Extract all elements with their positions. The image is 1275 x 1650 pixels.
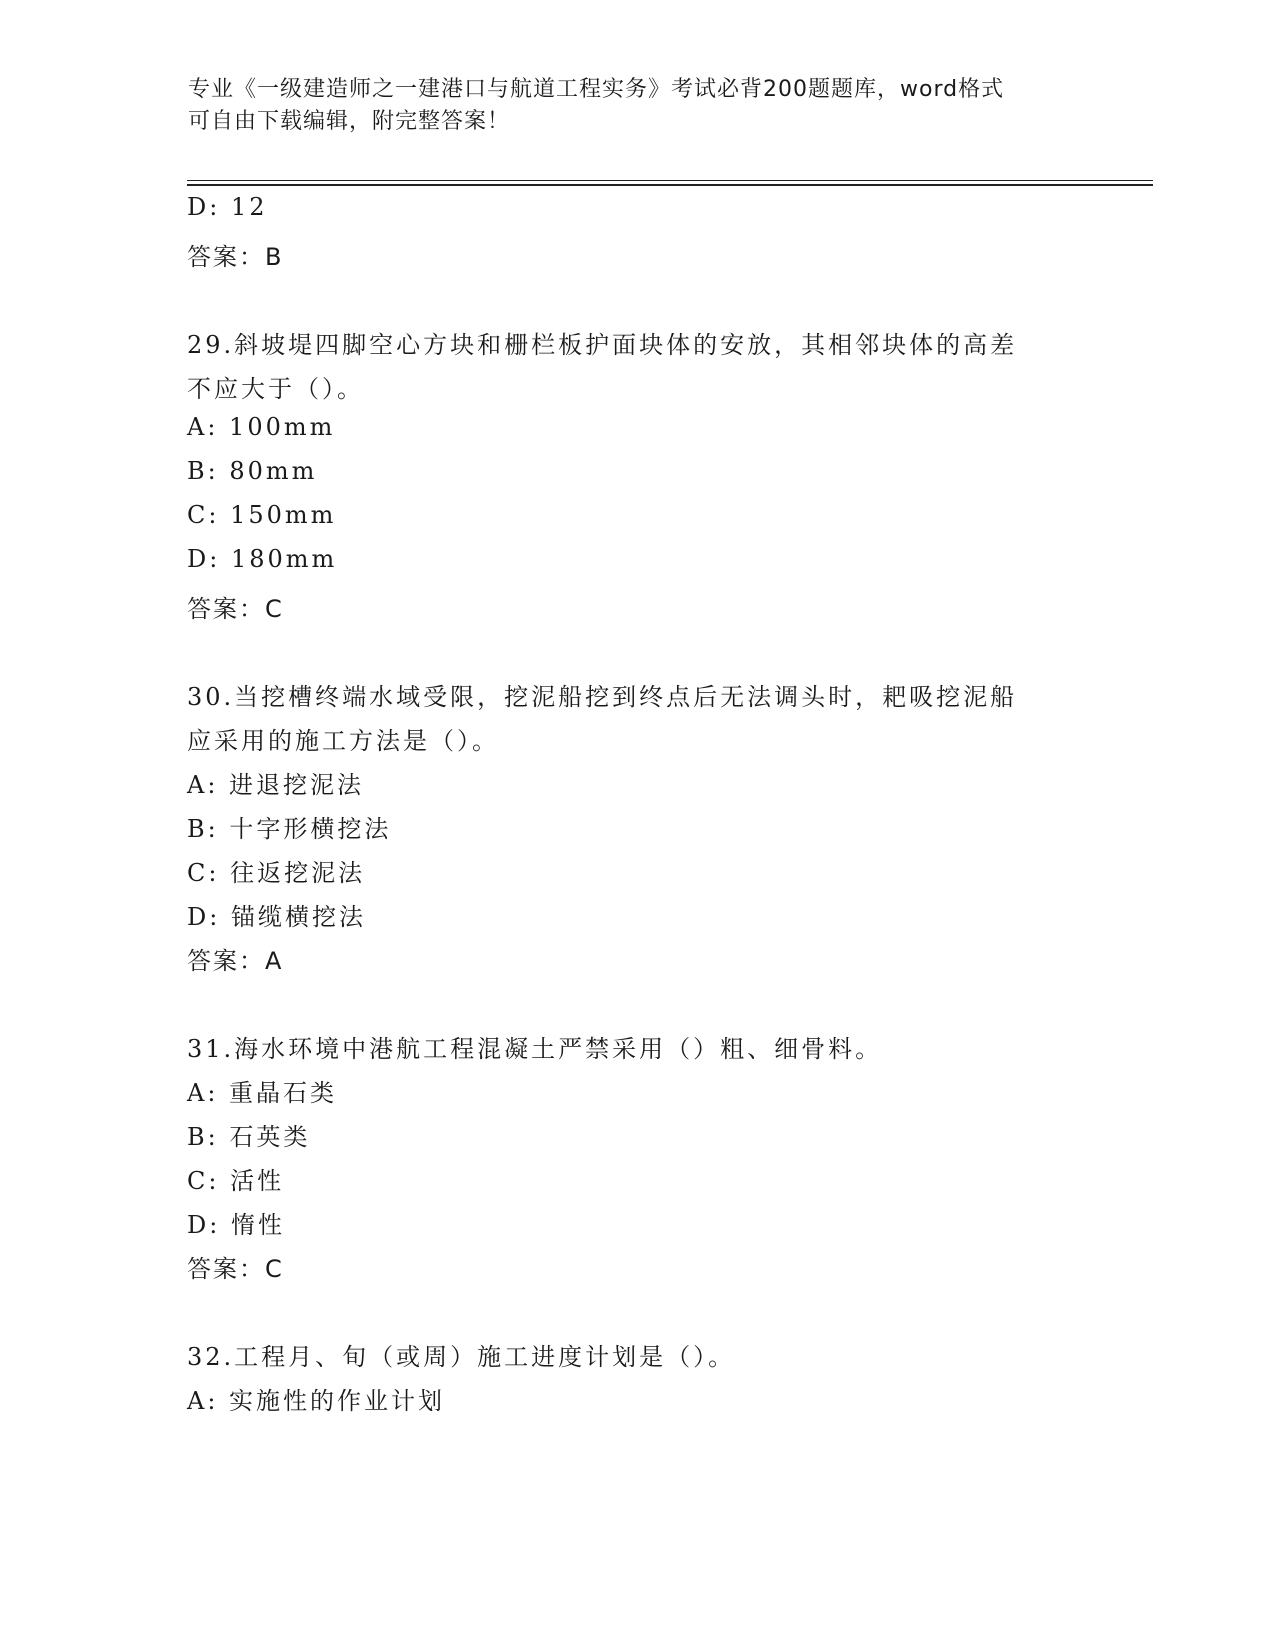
q32-option-a: A: 实施性的作业计划: [187, 1387, 446, 1415]
answer-value: C: [265, 1255, 283, 1283]
q31-option-c: C: 活性: [187, 1167, 285, 1195]
document-header: [188, 74, 1078, 138]
q29-option-d: D: 180mm: [187, 545, 338, 573]
q28-option-d: D: 12: [187, 193, 268, 221]
answer-value: A: [265, 947, 283, 975]
q30-option-a: A: 进退挖泥法: [187, 771, 365, 799]
header-divider-thick: [187, 184, 1153, 186]
answer-label: 答案：: [187, 595, 265, 623]
q30-stem-line2: 应采用的施工方法是（）。: [187, 727, 499, 755]
q30-option-b: B: 十字形横挖法: [187, 815, 392, 843]
q29-option-a: A: 100mm: [187, 413, 336, 441]
q31-answer: [187, 1249, 283, 1284]
header-divider-thin: [187, 180, 1153, 181]
q30-option-d: D: 锚缆横挖法: [187, 903, 366, 931]
q29-stem-line2: 不应大于（）。: [187, 375, 364, 403]
q30-stem-line1: 30.当挖槽终端水域受限，挖泥船挖到终点后无法调头时，耙吸挖泥船: [187, 683, 1018, 711]
answer-label: 答案：: [187, 243, 265, 271]
q29-stem-line1: 29.斜坡堤四脚空心方块和栅栏板护面块体的安放，其相邻块体的高差: [187, 331, 1018, 359]
header-title-line2: 可自由下载编辑，附完整答案！: [188, 109, 511, 134]
q30-option-c: C: 往返挖泥法: [187, 859, 366, 887]
q29-option-b: B: 80mm: [187, 457, 318, 485]
q31-option-d: D: 惰性: [187, 1211, 285, 1239]
answer-value: C: [265, 595, 283, 623]
q30-answer: [187, 941, 282, 976]
q29-answer: [187, 589, 283, 624]
q31-stem-line1: 31.海水环境中港航工程混凝土严禁采用（）粗、细骨料。: [187, 1035, 883, 1063]
q31-option-b: B: 石英类: [187, 1123, 311, 1151]
answer-label: 答案：: [187, 947, 265, 975]
q29-option-c: C: 150mm: [187, 501, 337, 529]
answer-label: 答案：: [187, 1255, 265, 1283]
q31-option-a: A: 重晶石类: [187, 1079, 338, 1107]
header-title-line1: 专业《一级建造师之一建港口与航道工程实务》考试必背200题题库，word格式: [188, 77, 1005, 102]
answer-value: B: [265, 243, 283, 271]
q28-answer: [187, 237, 282, 272]
q32-stem-line1: 32.工程月、旬（或周）施工进度计划是（）。: [187, 1343, 736, 1371]
